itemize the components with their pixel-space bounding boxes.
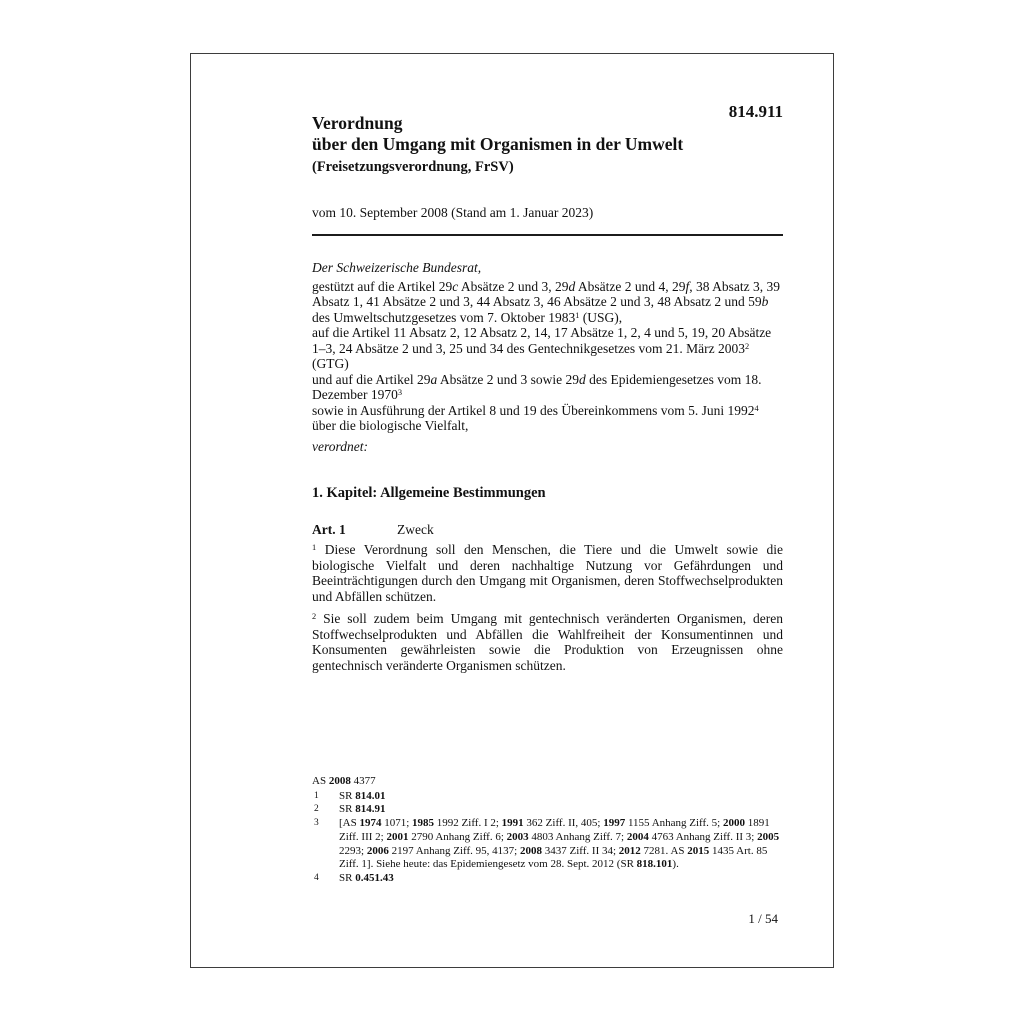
preamble-clause-4: sowie in Ausführung der Artikel 8 und 19 des Übereinkommens vom 5. Juni 1992$^4$ über die biologische Vielfalt, — [312, 402, 759, 433]
footnote-3 — [312, 817, 783, 872]
doc-title — [312, 113, 783, 155]
article-number: Art. 1 — [312, 522, 346, 537]
chapter-heading: 1. Kapitel: Allgemeine Bestimmungen — [312, 485, 546, 501]
footnote-1-marker: 1 — [314, 790, 319, 801]
doc-number: 814.911 — [728, 102, 783, 121]
article-heading — [312, 522, 783, 538]
preamble-clause-3: und auf die Artikel 29a Absätze 2 und 3 sowie 29d des Epidemiengesetzes vom 18. Dezember 1970$^3$ — [312, 371, 762, 402]
enacting-formula: verordnet: — [312, 438, 368, 454]
footnote-3-marker: 3 — [314, 818, 319, 829]
doc-title-line1: Verordnung — [312, 113, 403, 133]
preamble-intro: Der Schweizerische Bundesrat, — [312, 260, 482, 275]
preamble-clause-1: gestützt auf die Artikel 29c Absätze 2 und 3, 29d Absätze 2 und 4, 29f, 38 Absatz 3, 39 Absatz 1, 41 Absätze 2 und 3, 44 Absatz 3, 46 Absätze 2 und 3, 48 Absatz 2 und 59b des Umweltschutzgesetzes vom 7. Oktober 1983$^1$ (USG), — [312, 278, 780, 325]
article-title: Zweck — [397, 522, 434, 537]
footnote-4-text: SR 0.451.43 — [339, 871, 394, 884]
article-paragraph-1: $^1$ Diese Verordnung soll den Menschen, die Tiere und die Umwelt sowie die biologische Vielfalt und deren nachhaltige Nutzung vor Gefährdungen und Beeinträchtigungen durch den Umgang mit Organismen, deren Stoffwechselprodukten und Abfällen schützen. — [312, 542, 783, 604]
document-page — [190, 53, 834, 968]
footnote-4 — [312, 872, 783, 886]
footnote-2-marker: 2 — [314, 804, 319, 815]
as-reference-line: AS 2008 4377 — [312, 775, 376, 787]
doc-title-line2: über den Umgang mit Organismen in der Umwelt — [312, 134, 684, 154]
article-paragraph-2: $^2$ Sie soll zudem beim Umgang mit gentechnisch veränderten Organismen, deren Stoffwechselprodukten und Abfällen die Wahlfreiheit der Konsumentinnen und Konsumenten gewährleisten sowie die Produktion von Erzeugnissen ohne gentechnisch veränderte Organismen schützen. — [312, 611, 783, 673]
footnote-2 — [312, 803, 783, 817]
footnote-3-text: [AS 1974 1071; 1985 1992 Ziff. I 2; 1991 362 Ziff. II, 405; 1997 1155 Anhang Ziff. 5; 2000 1891 Ziff. III 2; 2001 2790 Anhang Ziff. 6; 2003 4803 Anhang Ziff. 7; 2004 4763 Anhang Ziff. II 3; 2005 2293; 2006 2197 Anhang Ziff. 95, 4137; 2008 3437 Ziff. II 34; 2012 7281. AS 2015 1435 Art. 85 Ziff. 1]. Siehe heute: das Epidemiengesetz vom 28. Sept. 2012 (SR 818.101). — [339, 817, 780, 871]
page-content — [312, 54, 783, 967]
doc-subtitle: (Freisetzungsverordnung, FrSV) — [312, 159, 514, 175]
footnote-1 — [312, 790, 783, 804]
footnote-2-text: SR 814.91 — [339, 803, 386, 816]
header-divider — [312, 234, 783, 236]
footnotes-block — [312, 775, 783, 886]
preamble-clause-2: auf die Artikel 11 Absatz 2, 12 Absatz 2, 14, 17 Absätze 1, 2, 4 und 5, 19, 20 Absätze 1–3, 24 Absätze 2 und 3, 25 und 34 des Gentechnikgesetzes vom 21. März 2003$^2$ (GTG) — [312, 325, 772, 371]
footnote-1-text: SR 814.01 — [339, 789, 386, 802]
preamble — [312, 279, 783, 434]
date-line: vom 10. September 2008 (Stand am 1. Januar 2023) — [312, 205, 594, 220]
footnote-4-marker: 4 — [314, 872, 319, 883]
page-number: 1 / 54 — [748, 911, 778, 926]
